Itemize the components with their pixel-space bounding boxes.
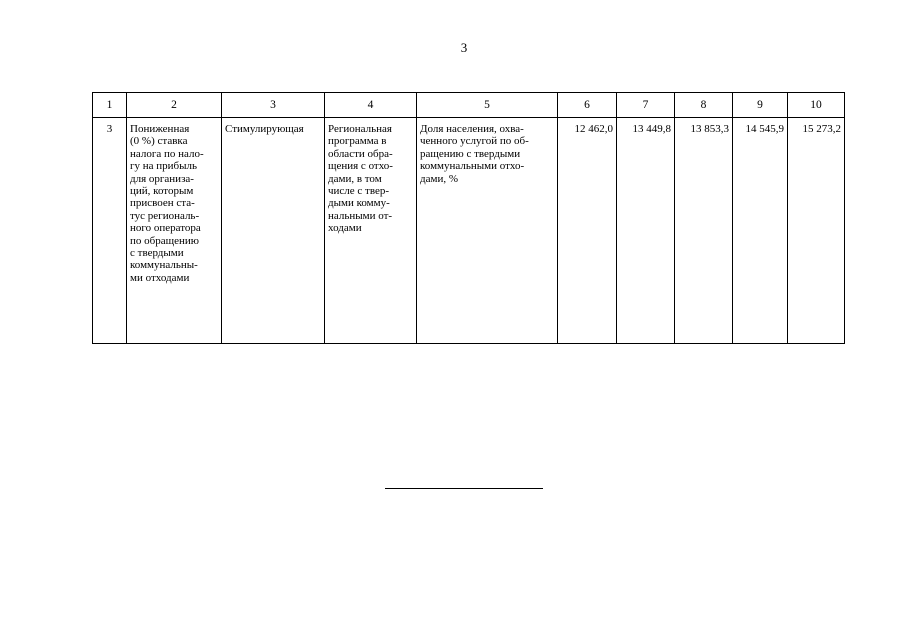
text-line: ного оператора	[130, 222, 201, 235]
text-line: коммунальны-	[130, 259, 198, 272]
text-line: нальными от-	[328, 209, 393, 222]
value-cell-9: 14 545,9	[733, 118, 788, 344]
header-cell-1: 1	[93, 93, 127, 118]
value-cell-8: 13 853,3	[675, 118, 733, 344]
table-row	[93, 118, 845, 344]
text-line: ходами	[328, 222, 362, 235]
text-line: тус региональ-	[130, 209, 200, 222]
text-line: ций, которым	[130, 185, 194, 198]
header-cell-8: 8	[675, 93, 733, 118]
header-cell-5: 5	[417, 93, 558, 118]
text-line: программа в	[328, 135, 387, 148]
tax-benefit-description-cell	[127, 118, 222, 344]
table-header-row	[93, 93, 845, 118]
text-line: дами, в том	[328, 172, 382, 185]
header-cell-4: 4	[325, 93, 417, 118]
text-line: щения с отхо-	[328, 160, 393, 173]
text-line: с твердыми	[130, 247, 184, 260]
footer-divider	[385, 488, 543, 489]
text-line: налога по нало-	[130, 147, 204, 160]
value-cell-6: 12 462,0	[558, 118, 617, 344]
header-cell-3: 3	[222, 93, 325, 118]
header-cell-7: 7	[617, 93, 675, 118]
text-line: (0 %) ставка	[130, 135, 188, 148]
text-line: для организа-	[130, 172, 194, 185]
text-line: ращению с твердыми	[420, 147, 521, 160]
text-line: гу на прибыль	[130, 160, 198, 173]
program-cell	[325, 118, 417, 344]
text-line: Пониженная	[130, 123, 190, 135]
text-line: коммунальными отхо-	[420, 160, 525, 173]
text-line: присвоен ста-	[130, 197, 195, 210]
value-cell-10: 15 273,2	[788, 118, 845, 344]
indicator-cell	[417, 118, 558, 344]
page-number: 3	[460, 40, 468, 55]
text-line: Региональная	[328, 123, 392, 135]
benefit-type-cell: Стимулирующая	[222, 118, 325, 344]
text-line: Доля населения, охва-	[420, 123, 524, 135]
value-cell-7: 13 449,8	[617, 118, 675, 344]
text-line: дами, %	[420, 172, 458, 185]
header-cell-6: 6	[558, 93, 617, 118]
text-line: области обра-	[328, 147, 393, 160]
header-cell-2: 2	[127, 93, 222, 118]
header-cell-9: 9	[733, 93, 788, 118]
text-line: числе с твер-	[328, 185, 390, 198]
data-table	[92, 92, 845, 344]
text-line: ченного услугой по об-	[420, 135, 529, 148]
text-line: ми отходами	[130, 271, 190, 284]
header-cell-10: 10	[788, 93, 845, 118]
row-number-cell: 3	[93, 118, 127, 344]
text-line: дыми комму-	[328, 197, 390, 210]
text-line: по обращению	[130, 234, 199, 247]
